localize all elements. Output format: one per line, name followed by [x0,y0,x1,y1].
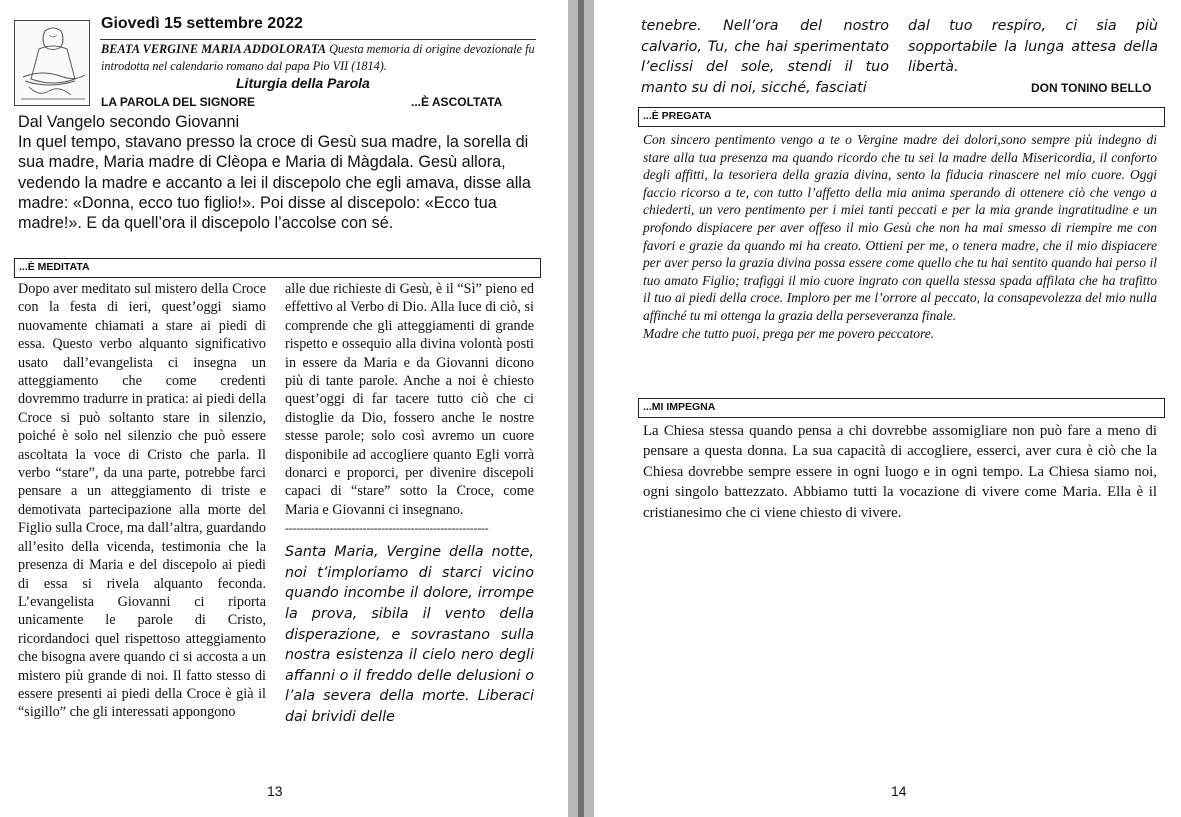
prayer-text: Con sincero pentimento vengo a te o Vergine madre dei dolori,sono sempre più indegno di stare alla tua presenza ma quando ricordo che tu sei la madre della Misericordia, il conforto degli affitti, la tesoriera della grazia divina, sento la fiducia rinascere nel mio cuore. Oggi faccio ricorso a te, con tutto l’affetto della mia anima sperando di ottenere ciò che vengo a chiederti, un vero pentimento per i miei tanti peccati e per la mia grande ingratitudine e un profondo dispiacere per aver offeso il mio Gesù che non ha mai smesso di riempire me con favori e grazie da quando mi ha creato. Ottieni per me, o tenera madre, che il mio dispiacere per aver perso la grazia divina possa essere come quello che tu hai sentito quando hai perso il tuo amato Figlio; trafiggi il mio cuore ingrato con quella stessa spada affilata che ha trafitto il tuo ai piedi della croce. Imploro per me l’orrore al peccato, la consapevolezza del mio nulla affinché tu mi ottenga la grazia della perseveranza finale. [643,132,1157,323]
gospel-reading [18,112,550,233]
page-number-right: 14 [891,783,907,799]
meditation-column-2 [285,280,534,728]
impegna-section-header: ...MI IMPEGNA [638,398,1165,418]
page-number-left: 13 [267,783,283,799]
separator-line: ------------------------------------------------------- [285,521,489,536]
heard-label: ...È ASCOLTATA [411,95,503,109]
prayer-last-line: Madre che tutto puoi, prega per me povero peccatore. [643,325,935,341]
gospel-source: Dal Vangelo secondo Giovanni [18,113,240,131]
signature: DON TONINO BELLO [1031,81,1152,95]
prayer-continuation-col-b: dal tuo respiro, ci sia più sopportabile la lunga attesa della libertà. [908,18,1158,76]
prayer-start: Santa Maria, Vergine della notte, noi t’imploriamo di starci vicino quando incombe il dolore, irrompe la prova, sibila il vento della disperazione, e sovrastano sulla nostra esistenza il cielo nero degli affanni o il freddo delle delusioni o l’ala severa della morte. Liberaci dai brividi delle [285,544,534,726]
pieta-drawing-icon [15,21,90,106]
prayer-block [643,131,1157,342]
header-divider [100,39,536,40]
saint-title: BEATA VERGINE MARIA ADDOLORATA [101,42,327,56]
commitment-text: La Chiesa stessa quando pensa a chi dovrebbe assomigliare non può fare a meno di pensare a questa donna. La sua capacità di accogliere, esserci, aver cura è ciò che la Chiesa dovrebbe sempre essere in ogni luogo e in ogni tempo. La Chiesa siamo noi, ogni singolo battezzato. Abbiamo tutti la vocazione di vivere come Maria. Ella è il cristianesimo che ci viene chiesto di vivere. [643,423,1157,521]
date-heading: Giovedì 15 settembre 2022 [101,15,303,32]
page-gutter [568,0,594,817]
meditata-section-header: ...È MEDITATA [14,258,541,278]
gospel-text: In quel tempo, stavano presso la croce di Gesù sua madre, la sorella di sua madre, Maria madre di Clèopa e Maria di Màgdala. Gesù allora, vedendo la madre e accanto a lei il discepolo che egli amava, disse alla madre: «Donna, ecco tuo figlio!». Poi disse al discepolo: «Ecco tua madre!». E da quell’ora il discepolo l’accolse con sé. [18,133,531,233]
prayer-continuation-col-a: tenebre. Nell’ora del nostro calvario, Tu, che hai sperimentato l’eclissi del sole, stendi il tuo manto su di noi, sicché, fasciati [641,18,889,96]
gutter-bar [578,0,584,817]
word-of-lord-label: LA PAROLA DEL SIGNORE [101,95,256,109]
saint-description [101,41,541,75]
saint-note: Questa memoria di origine devozionale fu introdotta nel calendario romano dal papa Pio VII (1814). [101,42,535,73]
pieta-image [14,20,90,106]
liturgy-heading: Liturgia della Parola [236,75,370,91]
meditation-column-2-text: alle due richieste di Gesù, è il “Sì” pieno ed effettivo al Verbo di Dio. Alla luce di ciò, si comprende che gli atteggiamenti di grande rispetto e ossequio alla divina volontà posti in essere da Maria e da Giovanni dicono più di tante parole. Anche a noi è chiesto quest’oggi di far tacere tutto ciò che ci distoglie da Dio, fossero anche le nostre stesse parole; solo così avremo un cuore disponibile ad accogliere quanto Egli vorrà donarci e proporci, per divenire discepoli capaci di “stare” sotto la Croce, come Maria e Giovanni ci insegnano. [285,281,534,518]
pregata-section-header: ...È PREGATA [638,107,1165,127]
meditation-column-1: Dopo aver meditato sul mistero della Croce con la festa di ieri, quest’oggi siamo nuovamente chiamati a stare ai piedi di essa. Questo verbo alquanto significativo usato dall’evangelista ci insegna un atteggiamento che come credenti dovremmo tradurre in pratica: ai piedi della Croce si può soltanto stare in silenzio, poiché è solo nel silenzio che può essere ascoltata la voce di Cristo che parla. Il verbo “stare”, da una parte, potrebbe farci pensare a un atteggiamento di triste e demotivata partecipazione alla morte del Figlio sulla Croce, ma dall’altra, guardando all’esito della vicenda, testimonia che la presenza di Maria e del discepolo ai piedi di essa si rivela alquanto feconda. L’evangelista Giovanni ci riporta unicamente le parole di Cristo, ricordandoci quel rispettoso atteggiamento che bisogna avere quando ci si accosta a un mistero più grande di noi. Il fatto stesso di essere presenti ai piedi della Croce è già il “sigillo” che gli interessati appongono [18,281,266,721]
